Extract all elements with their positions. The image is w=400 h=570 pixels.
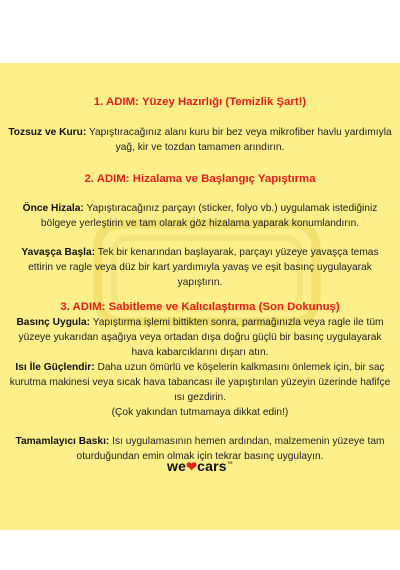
step3-p1-text: Yapıştırma işlemi bittikten sonra, parmağınızla veya ragle ile tüm yüzeye yukarıdan aşağıya veya ortadan dışa doğru güçlü bir basınç uygulayarak hava kabarcıklarını dışarı atın. [18,317,384,358]
logo-trademark: ™ [226,461,233,468]
step1-p1-text: Yapıştıracağınız alanı kuru bir bez veya mikrofiber havlu yardımıyla yağ, kir ve tozdan tamamen arındırın. [86,127,392,153]
logo-cars: cars [197,458,227,474]
instruction-panel [0,63,400,530]
logo-we: we [167,458,187,474]
step3-p2-text: Daha uzun ömürlü ve köşelerin kalkmasını önlemek için, bir saç kurutma makinesi veya sıcak hava tabancası ile yapıştırılan yüzeyin üzerinde hafifçe ısı gezdirin. [9,362,391,403]
step2-p1-label: Önce Hizala: [22,203,84,214]
step1-paragraph-1 [8,125,392,155]
step3-paragraph-2 [8,360,392,405]
step2-paragraph-1 [8,201,392,231]
step3-p3-text: Isı uygulamasının hemen ardından, malzemenin yüzeye tam oturduğundan emin olmak için tekrar basınç uygulayın. [76,436,385,462]
step2-heading: 2. ADIM: Hizalama ve Başlangıç Yapıştırma [84,173,316,185]
step3-p2-label: Isı İle Güçlendir: [15,362,95,373]
step2-p1-text: Yapıştıracağınız parçayı (sticker, folyo vb.) uygulamak istediğiniz bölgeye yerleştirin ve tam olarak göz hizalama yaparak konumlandırın. [40,203,378,229]
step1-p1-label: Tozsuz ve Kuru: [8,127,87,138]
step3-p1-label: Basınç Uygula: [16,317,91,328]
step3-p3-label: Tamamlayıcı Baskı: [15,436,110,447]
step3-paragraph-1 [8,315,392,360]
heart-icon: ❤ [186,459,198,474]
step3-heading: 3. ADIM: Sabitleme ve Kalıcılaştırma (Son Dokunuş) [60,301,340,313]
instruction-content [0,63,400,464]
step2-p2-label: Yavaşça Başla: [21,247,96,258]
step1-heading: 1. ADIM: Yüzey Hazırlığı (Temizlik Şart!) [93,96,307,108]
step2-p2-text: Tek bir kenarından başlayarak, parçayı yüzeye yavaşça temas ettirin ve ragle veya düz bir kart yardımıyla yavaş ve eşit basınç uygulayarak yapıştırın. [28,247,379,288]
step3-paragraph-2-note: (Çok yakından tutmamaya dikkat edin!) [111,407,289,418]
brand-logo [0,458,400,475]
step2-paragraph-2 [8,245,392,290]
